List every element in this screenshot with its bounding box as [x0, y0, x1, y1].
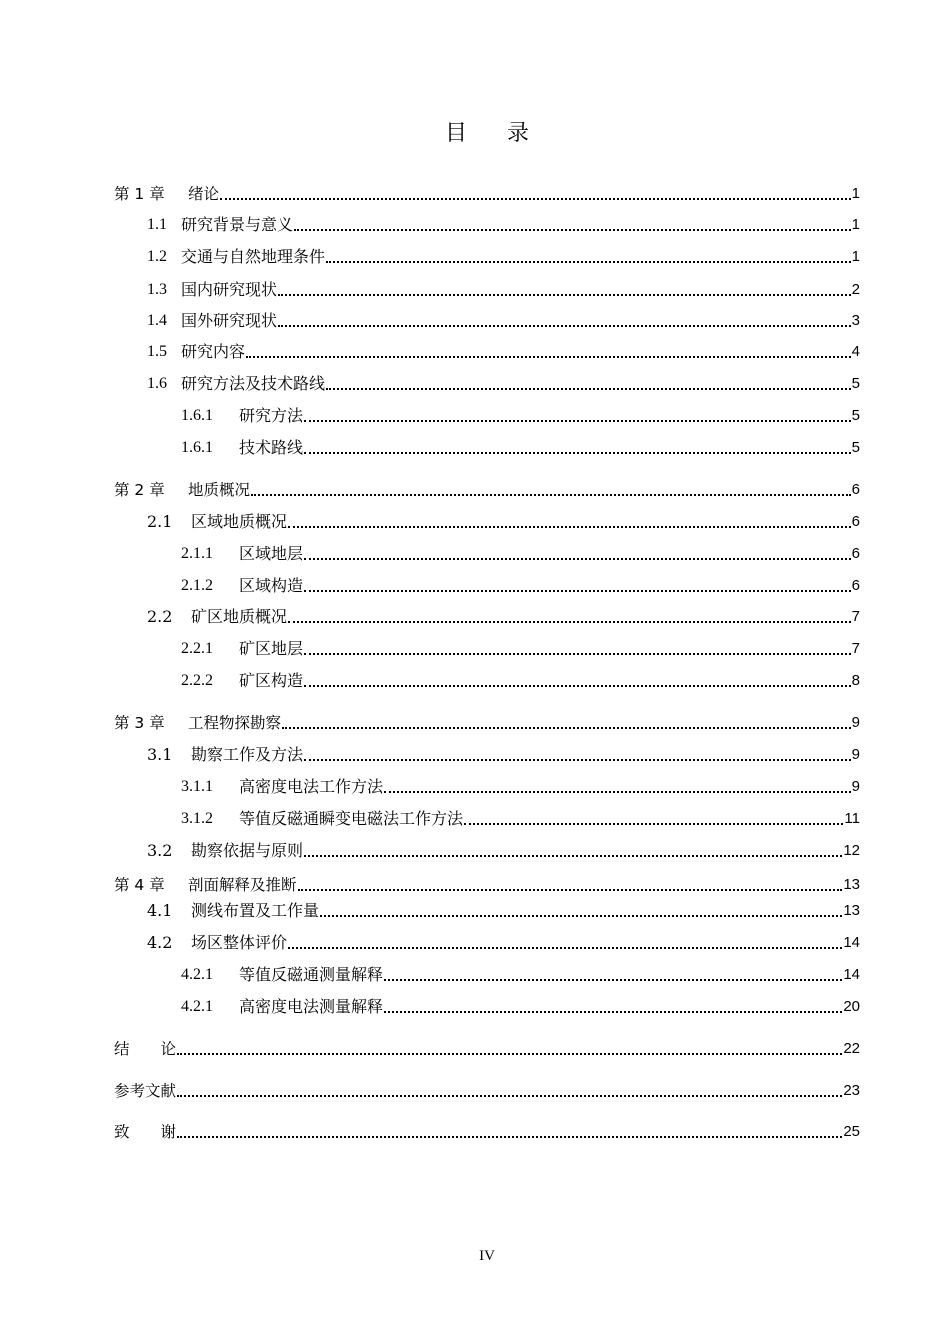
toc-entry[interactable]: [181, 638, 860, 660]
toc-entry[interactable]: [114, 183, 860, 205]
toc-entry-number: 2.2: [147, 607, 173, 626]
toc-entry[interactable]: [147, 279, 860, 301]
toc-entry-page: 6: [851, 577, 860, 594]
dot-leader: [320, 915, 842, 917]
toc-entry[interactable]: [147, 246, 860, 268]
toc-entry-page: 23: [843, 1082, 860, 1099]
toc-entry-number: 2.1: [147, 512, 173, 531]
toc-entry-page: 14: [843, 934, 860, 951]
toc-entry-label: 技术路线: [239, 438, 304, 457]
toc-entry-label: 测线布置及工作量: [191, 901, 320, 920]
toc-entry[interactable]: [147, 310, 860, 332]
toc-entry-page: 5: [851, 375, 860, 392]
toc-entry-page: 3: [851, 312, 860, 329]
toc-entry-label: 剖面解释及推断: [188, 876, 297, 894]
toc-entry[interactable]: [114, 712, 860, 734]
dot-leader: [384, 791, 851, 793]
dot-leader: [177, 1053, 842, 1055]
dot-leader: [304, 420, 851, 422]
toc-entry[interactable]: [181, 543, 860, 565]
toc-entry-number: 2.2.2: [181, 672, 213, 689]
toc-entry-label: 等值反磁通测量解释: [239, 965, 384, 984]
toc-entry-number: 3.1.2: [181, 810, 213, 827]
toc-entry-page: 11: [844, 810, 860, 827]
toc-entry-label: 国外研究现状: [181, 311, 278, 330]
toc-entry-number: 1.1: [147, 216, 167, 233]
toc-entry[interactable]: [147, 606, 860, 628]
dot-leader: [220, 198, 851, 200]
dot-leader: [304, 855, 842, 857]
toc-entry[interactable]: [181, 405, 860, 427]
toc-entry-page: 2: [851, 281, 860, 298]
toc-entry-page: 9: [851, 714, 860, 731]
toc-entry-number: 2.1.1: [181, 545, 213, 562]
toc-entry[interactable]: [147, 341, 860, 363]
toc-entry-page: 6: [851, 481, 860, 498]
toc-entry-page: 1: [851, 216, 860, 233]
toc-entry-label: 区域地层: [239, 544, 304, 563]
dot-leader: [304, 653, 851, 655]
toc-entry-page: 25: [843, 1123, 860, 1140]
toc-entry-label: 结 论: [114, 1040, 177, 1058]
toc-entry[interactable]: [147, 900, 860, 922]
toc-entry[interactable]: [147, 511, 860, 533]
toc-entry-label: 矿区构造: [239, 671, 304, 690]
toc-entry-number: 4.1: [147, 901, 173, 920]
toc-entry-label: 勘察工作及方法: [191, 745, 304, 764]
dot-leader: [384, 979, 842, 981]
toc-entry[interactable]: [181, 670, 860, 692]
dot-leader: [251, 494, 851, 496]
dot-leader: [464, 823, 843, 825]
toc-entry[interactable]: [181, 808, 860, 830]
toc-entry-number: 1.4: [147, 312, 167, 329]
toc-entry-label: 地质概况: [188, 481, 251, 499]
toc-entry-label: 研究方法及技术路线: [181, 374, 326, 393]
toc-entry-label: 绪论: [188, 185, 220, 203]
toc-entry-number: 2.2.1: [181, 640, 213, 657]
toc-entry-page: 12: [843, 842, 860, 859]
toc-entry-label: 研究内容: [181, 342, 246, 361]
toc-entry-label: 致 谢: [114, 1123, 177, 1141]
dot-leader: [384, 1011, 842, 1013]
toc-entry-page: 5: [851, 407, 860, 424]
toc-entry-label: 区域地质概况: [191, 512, 288, 531]
dot-leader: [288, 526, 851, 528]
dot-leader: [304, 590, 851, 592]
dot-leader: [278, 294, 851, 296]
toc-entry-number: 第 1 章: [114, 185, 165, 203]
toc-entry-label: 场区整体评价: [191, 933, 288, 952]
toc-entry[interactable]: [114, 1038, 860, 1060]
toc-entry[interactable]: [147, 744, 860, 766]
toc-entry-number: 第 3 章: [114, 714, 165, 732]
toc-entry-label: 研究方法: [239, 406, 304, 425]
dot-leader: [304, 685, 851, 687]
toc-entry[interactable]: [147, 840, 860, 862]
dot-leader: [304, 759, 851, 761]
toc-entry-page: 5: [851, 439, 860, 456]
toc-entry[interactable]: [114, 1121, 860, 1143]
toc-entry[interactable]: [147, 373, 860, 395]
toc-entry-page: 8: [851, 672, 860, 689]
toc-entry-label: 工程物探勘察: [188, 714, 282, 732]
dot-leader: [294, 229, 851, 231]
toc-entry-number: 1.5: [147, 343, 167, 360]
dot-leader: [288, 947, 842, 949]
toc-entry-page: 1: [851, 185, 860, 202]
toc-entry-label: 研究背景与意义: [181, 215, 294, 234]
toc-entry-number: 第 2 章: [114, 481, 165, 499]
toc-entry-page: 6: [851, 513, 860, 530]
page-title: [0, 116, 950, 147]
toc-entry-page: 4: [851, 343, 860, 360]
toc-entry-page: 9: [851, 746, 860, 763]
dot-leader: [288, 621, 851, 623]
title-char-1: 目: [444, 121, 467, 146]
toc-entry-page: 13: [843, 902, 860, 919]
toc-entry-label: 国内研究现状: [181, 280, 278, 299]
title-char-2: 录: [507, 121, 530, 146]
toc-entry-number: 1.6.1: [181, 407, 213, 424]
toc-entry-label: 交通与自然地理条件: [181, 247, 326, 266]
dot-leader: [326, 388, 851, 390]
toc-entry-label: 矿区地质概况: [191, 607, 288, 626]
toc-entry-number: 4.2.1: [181, 966, 213, 983]
toc-entry-label: 等值反磁通瞬变电磁法工作方法: [239, 809, 464, 828]
toc-entry-page: 6: [851, 545, 860, 562]
dot-leader: [298, 889, 843, 891]
dot-leader: [326, 261, 851, 263]
dot-leader: [304, 558, 851, 560]
toc-entry[interactable]: [181, 776, 860, 798]
toc-entry-number: 1.6.1: [181, 439, 213, 456]
toc-entry[interactable]: [114, 874, 860, 896]
toc-entry-label: 勘察依据与原则: [191, 841, 304, 860]
toc-entry-page: 1: [851, 248, 860, 265]
toc-entry-page: 9: [851, 778, 860, 795]
toc-entry[interactable]: [114, 1080, 860, 1102]
toc-entry-number: 1.3: [147, 281, 167, 298]
toc-entry[interactable]: [147, 932, 860, 954]
toc-entry-number: 1.2: [147, 248, 167, 265]
dot-leader: [282, 727, 851, 729]
toc-entry-page: 14: [843, 966, 860, 983]
toc-entry-number: 1.6: [147, 375, 167, 392]
dot-leader: [304, 452, 851, 454]
dot-leader: [246, 356, 851, 358]
dot-leader: [177, 1095, 842, 1097]
toc-entry[interactable]: [147, 214, 860, 236]
toc-entry-page: 7: [851, 640, 860, 657]
toc-entry[interactable]: [181, 437, 860, 459]
toc-entry-number: 3.2: [147, 841, 173, 860]
toc-entry-page: 13: [843, 876, 860, 893]
toc-entry-label: 高密度电法测量解释: [239, 997, 384, 1016]
toc-entry-page: 7: [851, 608, 860, 625]
page-number-footer: IV: [479, 1248, 495, 1264]
toc-entry-number: 第 4 章: [114, 876, 165, 894]
toc-entry[interactable]: [181, 575, 860, 597]
toc-entry-number: 3.1: [147, 745, 173, 764]
toc-entry[interactable]: [114, 479, 860, 501]
toc-entry-number: 4.2.1: [181, 998, 213, 1015]
toc-entry-number: 3.1.1: [181, 778, 213, 795]
toc-entry-number: 2.1.2: [181, 577, 213, 594]
toc-entry[interactable]: [181, 964, 860, 986]
toc-entry-label: 矿区地层: [239, 639, 304, 658]
toc-entry-label: 区域构造: [239, 576, 304, 595]
toc-entry-number: 4.2: [147, 933, 173, 952]
toc-entry[interactable]: [181, 996, 860, 1018]
toc-entry-page: 22: [843, 1040, 860, 1057]
toc-entry-label: 高密度电法工作方法: [239, 777, 384, 796]
dot-leader: [278, 325, 851, 327]
toc-entry-page: 20: [843, 998, 860, 1015]
toc-entry-label: 参考文献: [114, 1082, 177, 1100]
dot-leader: [177, 1136, 842, 1138]
